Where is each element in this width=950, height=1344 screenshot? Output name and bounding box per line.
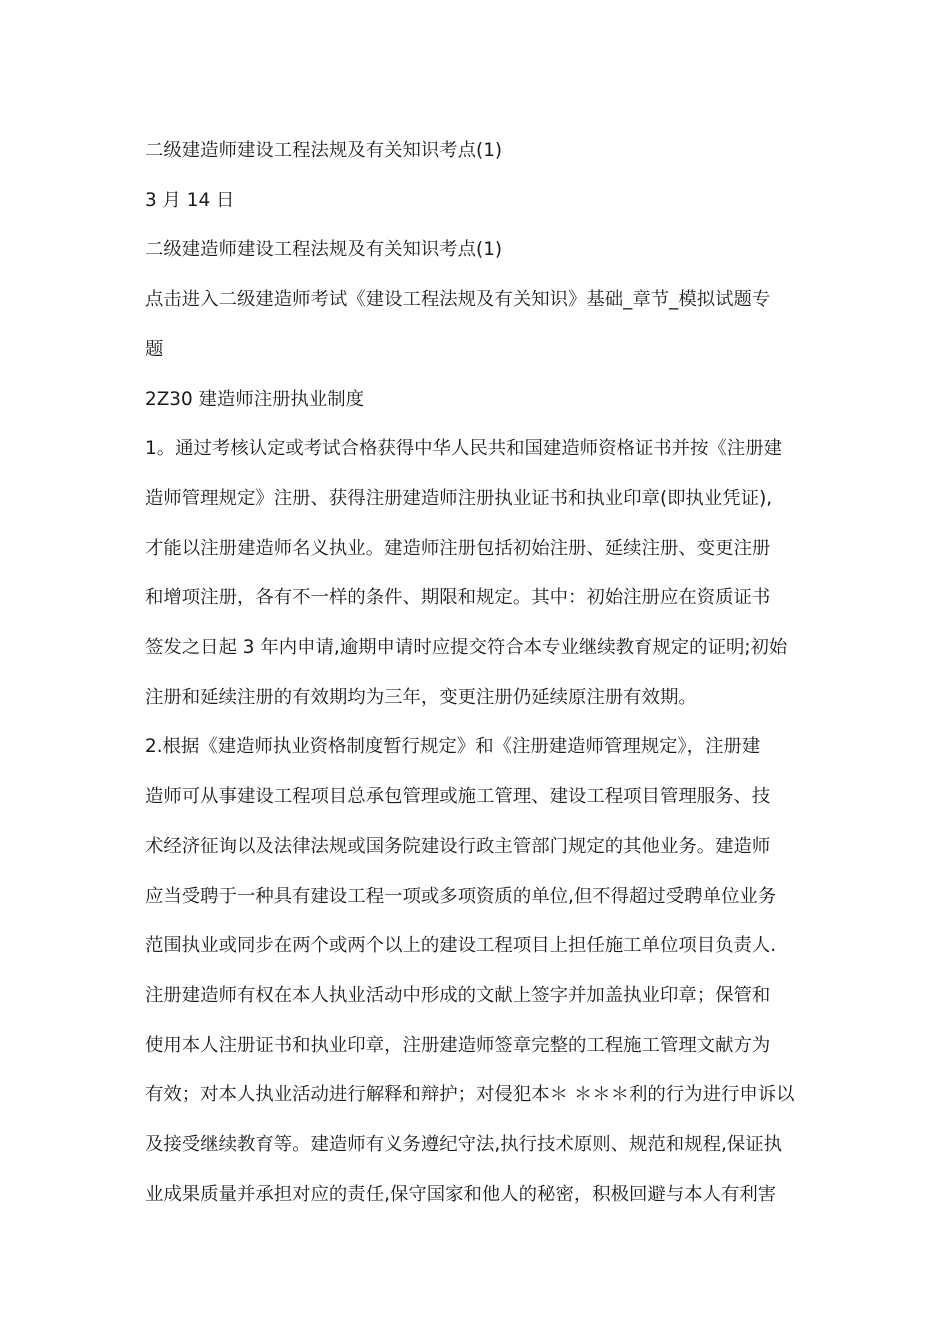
paragraph-registration [145,424,805,722]
text-line: 业成果质量并承担对应的责任,保守国家和他人的秘密，积极回避与本人有利害 [145,1183,777,1205]
document-date: 3 月 14 日 [145,189,235,211]
text-line: 才能以注册建造师名义执业。建造师注册包括初始注册、延续注册、变更注册 [145,537,771,559]
text-line: 使用本人注册证书和执业印章，注册建造师签章完整的工程施工管理文献方为 [145,1034,771,1056]
document-subtitle: 二级建造师建设工程法规及有关知识考点(1) [145,239,503,261]
document-title: 二级建造师建设工程法规及有关知识考点(1) [145,140,503,161]
text-line: 应当受聘于一种具有建设工程一项或多项资质的单位,但不得超过受聘单位业务 [145,885,777,907]
text-line: 造师管理规定》注册、获得注册建造师注册执业证书和执业印章(即执业凭证), [145,487,773,509]
link-line: 题 [145,338,164,360]
text-line: 注册建造师有权在本人执业活动中形成的文献上签字并加盖执业印章；保管和 [145,984,771,1006]
text-line: 及接受继续教育等。建造师有义务遵纪守法,执行技术原则、规范和规程,保证执 [145,1134,782,1156]
text-line: 注册和延续注册的有效期均为三年，变更注册仍延续原注册有效期。 [145,686,697,708]
document-body [145,126,805,1219]
text-line: 2.根据《建造师执业资格制度暂行规定》和《注册建造师管理规定》，注册建 [145,736,761,758]
text-line: 造师可从事建设工程项目总承包管理或施工管理、建设工程项目管理服务、技 [145,786,771,808]
text-line: 术经济征询以及法律法规或国务院建设行政主管部门规定的其他业务。建造师 [145,835,771,857]
text-line: 有效；对本人执业活动进行解释和辩护；对侵犯本＊ ＊＊＊利的行为进行申诉以 [145,1084,795,1106]
text-line: 范围执业或同步在两个或两个以上的建设工程项目上担任施工单位项目负责人. [145,935,777,957]
text-line: 1。通过考核认定或考试合格获得中华人民共和国建造师资格证书并按《注册建 [145,438,782,460]
section-heading: 2Z30 建造师注册执业制度 [145,388,365,410]
link-line: 点击进入二级建造师考试《建设工程法规及有关知识》基础_章节_模拟试题专 [145,289,771,311]
exam-topic-link [145,275,805,374]
text-line: 和增项注册，各有不一样的条件、期限和规定。其中：初始注册应在资质证书 [145,587,771,609]
text-line: 签发之日起 3 年内申请,逾期申请时应提交符合本专业继续教育规定的证明;初始 [145,637,788,659]
paragraph-practice-rights [145,722,805,1219]
